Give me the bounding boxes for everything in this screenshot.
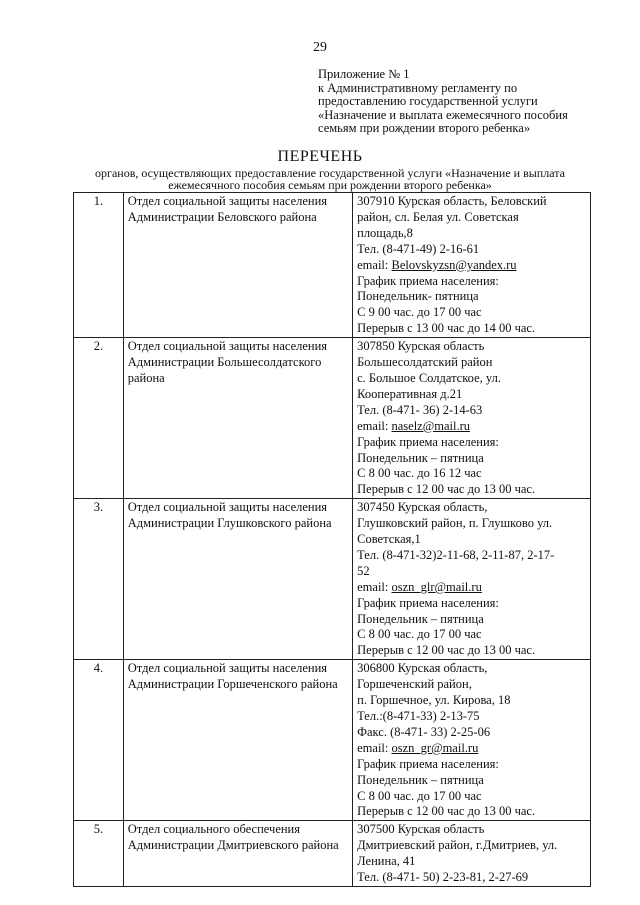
contact-line: 307500 Курская область	[357, 822, 485, 837]
contact-line: Перерыв с 12 00 час до 13 00 час.	[357, 643, 536, 658]
email-link[interactable]: Belovskyzsn@yandex.ru	[391, 257, 517, 272]
contact-line: С 8 00 час. до 17 00 час	[357, 627, 482, 642]
subtitle-line: органов, осуществляющих предоставление государственной услуги «Назначение и выплата	[95, 166, 565, 180]
contact-line: График приема населения:	[357, 595, 499, 610]
contact-line: Понедельник – пятница	[357, 450, 484, 465]
contact-line: Перерыв с 12 00 час до 13 00 час.	[357, 482, 536, 497]
appendix-line: предоставлению государственной услуги	[318, 94, 538, 108]
row-number: 5.	[74, 821, 124, 887]
contact-line: Перерыв с 13 00 час до 14 00 час.	[357, 321, 536, 336]
contact-line: с. Большое Солдатское, ул.	[357, 370, 501, 385]
email-line	[357, 258, 586, 274]
email-link[interactable]: oszn_glr@mail.ru	[391, 579, 482, 594]
table-row	[74, 499, 591, 660]
appendix-line: «Назначение и выплата ежемесячного пособия	[318, 107, 568, 122]
row-number: 2.	[74, 338, 124, 499]
contact-line: 307850 Курская область	[357, 339, 485, 354]
contact-line: График приема населения:	[357, 756, 499, 771]
office-name: Отдел социальной защиты населения Администрации Глушковского района	[123, 499, 352, 660]
contact-line: График приема населения:	[357, 434, 499, 449]
contact-line: Большесолдатский район	[357, 355, 493, 370]
email-label: email:	[357, 257, 392, 272]
appendix-line: семьям при рождении второго ребенка»	[318, 121, 531, 135]
appendix-header	[318, 68, 628, 136]
office-name: Отдел социальной защиты населения Администрации Горшеченского района	[123, 660, 352, 821]
page-number: 29	[313, 40, 327, 55]
contact-line: Дмитриевский район, г.Дмитриев, ул.	[357, 838, 558, 853]
contact-line: Перерыв с 12 00 час до 13 00 час.	[357, 804, 536, 819]
table-row	[74, 821, 591, 887]
table-row	[74, 193, 591, 338]
contact-line: Понедельник – пятница	[357, 772, 484, 787]
email-label: email:	[357, 579, 392, 594]
offices-table	[73, 192, 591, 887]
email-line	[357, 580, 586, 596]
contact-line: Тел. (8-471-32)2-11-68, 2-11-87, 2-17-	[357, 547, 555, 562]
contact-line: Тел. (8-471- 50) 2-23-81, 2-27-69	[357, 870, 529, 885]
contact-line: 306800 Курская область,	[357, 661, 488, 676]
contact-line: Горшеченский район,	[357, 677, 472, 692]
contact-line: 307450 Курская область,	[357, 500, 488, 515]
contact-line: 52	[357, 563, 370, 578]
row-number: 1.	[74, 193, 124, 338]
table-row	[74, 338, 591, 499]
subtitle-line: ежемесячного пособия семьям при рождении второго ребенка»	[168, 178, 492, 192]
contact-line: С 9 00 час. до 17 00 час	[357, 305, 482, 320]
contact-line: Советская,1	[357, 532, 421, 547]
email-link[interactable]: oszn_gr@mail.ru	[391, 740, 479, 755]
office-name: Отдел социальной защиты населения Администрации Большесолдатского района	[123, 338, 352, 499]
document-subtitle	[60, 167, 600, 191]
table-row	[74, 660, 591, 821]
contact-line: С 8 00 час. до 16 12 час	[357, 466, 482, 481]
appendix-line: к Административному регламенту по	[318, 80, 518, 95]
row-number: 3.	[74, 499, 124, 660]
email-line	[357, 419, 586, 435]
contact-line: район, сл. Белая ул. Советская	[357, 209, 519, 224]
contact-line: Понедельник- пятница	[357, 289, 479, 304]
contact-line: Кооперативная д.21	[357, 386, 463, 401]
email-label: email:	[357, 740, 392, 755]
contact-line: п. Горшечное, ул. Кирова, 18	[357, 693, 511, 708]
email-label: email:	[357, 418, 392, 433]
office-contacts	[353, 660, 591, 821]
contact-line: Тел.:(8-471-33) 2-13-75	[357, 709, 480, 723]
contact-line: площадь,8	[357, 225, 413, 240]
office-contacts	[353, 193, 591, 338]
appendix-line: Приложение № 1	[318, 67, 410, 81]
row-number: 4.	[74, 660, 124, 821]
contact-line: График приема населения:	[357, 273, 499, 288]
contact-line: Тел. (8-471-49) 2-16-61	[357, 241, 480, 256]
contact-line: Факс. (8-471- 33) 2-25-06	[357, 724, 491, 739]
offices-table-body	[74, 193, 591, 887]
office-name: Отдел социальной защиты населения Администрации Беловского района	[123, 193, 352, 338]
contact-line: С 8 00 час. до 17 00 час	[357, 788, 482, 803]
email-link[interactable]: naselz@mail.ru	[391, 418, 470, 433]
contact-line: Ленина, 41	[357, 854, 416, 869]
office-contacts	[353, 338, 591, 499]
office-contacts	[353, 821, 591, 887]
contact-line: Глушковский район, п. Глушково ул.	[357, 516, 553, 531]
contact-line: Понедельник – пятница	[357, 611, 484, 626]
contact-line: 307910 Курская область, Беловский	[357, 194, 547, 208]
email-line	[357, 741, 586, 757]
office-contacts	[353, 499, 591, 660]
office-name: Отдел социального обеспечения Администрации Дмитриевского района	[123, 821, 352, 887]
document-title: ПЕРЕЧЕНЬ	[277, 148, 363, 165]
contact-line: Тел. (8-471- 36) 2-14-63	[357, 402, 483, 417]
